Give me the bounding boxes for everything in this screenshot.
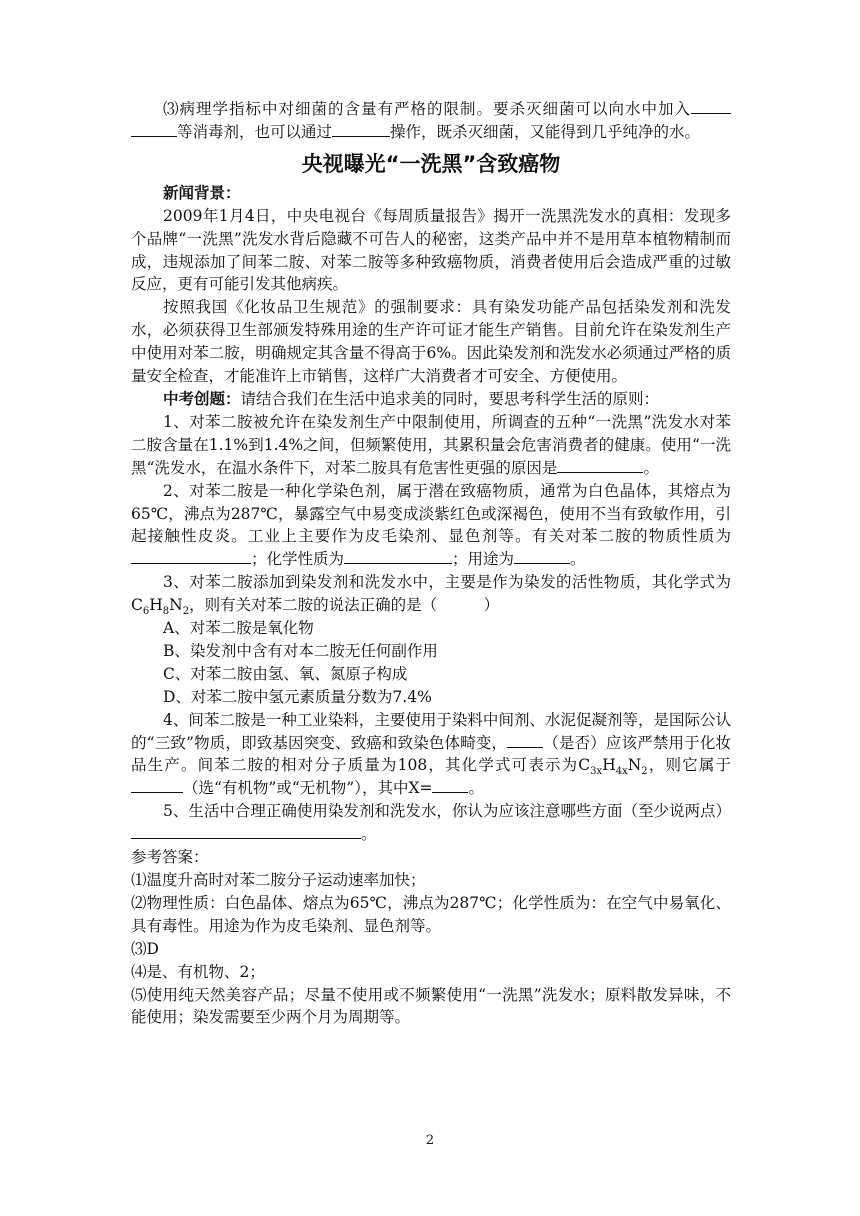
- news-paragraph-1: 2009年1月4日，中央电视台《每周质量报告》揭开一洗黑洗发水的真相：发现多个品牌“一洗黑”洗发水背后隐藏不可告人的秘密，这类产品中并不是用草本植物精制而成，违规添加了间苯二胺、对苯二胺等多种致癌物质，消费者使用后会造成严重的过敏反应，更有可能引发其他病疾。: [131, 206, 731, 294]
- question-text: （是否）应该严禁用于化妆品生产。间苯二胺的相对分子质量为108，其化学式可表示为C: [131, 733, 731, 775]
- answer-blank[interactable]: [691, 99, 731, 114]
- subscript: 6: [142, 606, 150, 618]
- question-text: N: [169, 596, 183, 615]
- subscript: 2: [641, 766, 648, 778]
- answer-blank[interactable]: [131, 778, 183, 793]
- question-text: ；化学性质为: [251, 550, 345, 569]
- page-number: 2: [425, 1133, 435, 1148]
- question-text: 操作，既杀灭细菌，又能得到几乎纯净的: [390, 122, 670, 141]
- question-text: ，则它属于: [647, 756, 731, 775]
- subscript: 3x: [590, 766, 603, 778]
- answer-blank[interactable]: [344, 549, 452, 564]
- question-text: 1、对苯二胺被允许在染发剂生产中限制使用，所调查的五种“一洗黑”洗发水对苯二胺含量在1.1%到1.4%之间，但频繁使用，其累积量会危害消费者的健康。使用“一洗黑“洗发水，在温水条件下，对苯二胺具有危害性更强的原因是: [131, 412, 731, 477]
- question-3: [131, 571, 731, 617]
- question-5: [131, 800, 731, 846]
- subscript: 2: [182, 606, 190, 618]
- question-text: 5、生活中合理正确使用染发剂和洗发水，你认为应该注意哪些方面（至少说两点）: [163, 802, 731, 821]
- question-text: ；用途为: [452, 550, 515, 569]
- question-text: H: [602, 756, 616, 775]
- subscript: 8: [162, 606, 170, 618]
- answer-blank[interactable]: [432, 778, 468, 793]
- zhongkao-intro: [131, 388, 731, 411]
- question-text: 。: [643, 458, 659, 477]
- question-3-disinfect: [131, 98, 731, 144]
- question-1: [131, 411, 731, 480]
- question-text: 3、对苯二胺添加到染发剂和洗发水中，主要是作为染发的活性物质，其化学式为C: [131, 573, 731, 615]
- answer-blank[interactable]: [332, 122, 390, 137]
- option-a: A、对苯二胺是氧化物: [163, 619, 314, 638]
- question-text: 。: [570, 550, 586, 569]
- option-c: C、对苯二胺由氢、氧、氮原子构成: [163, 664, 408, 683]
- question-text: ，则有关对苯二胺的说法正确的是（ ）: [189, 596, 500, 615]
- question-text: ⑶病理学指标中对细菌的含量有严格的限制。要杀灭细菌可以向水中加入: [163, 100, 691, 118]
- question-text: 4、间苯二胺是一种工业染料，主要使用于染料中间剂、水泥促凝剂等，是国际公认的“三致”物质，即致基因突变、致癌和致染色体畸变，: [131, 710, 731, 752]
- question-text: 。: [361, 825, 377, 844]
- question-4: [131, 709, 731, 801]
- answer-blank[interactable]: [514, 549, 570, 564]
- question-text: 等消毒剂，也可以通过: [177, 122, 333, 141]
- answer-blank[interactable]: [557, 458, 643, 473]
- question-text: H: [149, 596, 163, 615]
- answer-1: ⑴温度升高时对苯二胺分子运动速率加快；: [131, 871, 426, 889]
- question-text: （选“有机物”或“无机物”），其中X=: [183, 779, 433, 798]
- option-b: B、染发剂中含有对本二胺无任何副作用: [163, 641, 438, 660]
- answer-blank[interactable]: [131, 549, 251, 564]
- answers-heading: 参考答案：: [131, 848, 209, 867]
- subscript: 4x: [615, 766, 628, 778]
- answer-2: ⑵物理性质：白色晶体、熔点为65℃，沸点为287℃；化学性质为：在空气中易氧化、具有毒性。用途为作为皮毛染剂、显色剂等。: [131, 893, 731, 935]
- question-text: 。: [468, 779, 484, 798]
- news-heading: 新闻背景：: [163, 182, 241, 202]
- zhongkao-intro-text: 请结合我们在生活中追求美的同时，要思考科学生活的原则：: [240, 389, 660, 408]
- answer-5: ⑸使用纯天然美容产品；尽量不使用或不频繁使用“一洗黑”洗发水；原料散发异味，不能使用；染发需要至少两个月为周期等。: [131, 985, 731, 1027]
- document-body: [131, 98, 731, 1029]
- question-text: 水。: [669, 122, 701, 141]
- question-2: [131, 480, 731, 572]
- answer-blank[interactable]: [507, 733, 543, 748]
- answer-blank[interactable]: [131, 122, 177, 137]
- option-d: D、对苯二胺中氢元素质量分数为7.4%: [163, 687, 432, 706]
- news-paragraph-2: 按照我国《化妆品卫生规范》的强制要求：具有染发功能产品包括染发剂和洗发水，必须获得卫生部颁发特殊用途的生产许可证才能生产销售。目前允许在染发剂生产中使用对苯二胺，明确规定其含量不得高于6%。因此染发剂和洗发水必须通过严格的质量安全检查，才能准许上市销售，这样广大消费者才可安全、方便使用。: [131, 298, 731, 386]
- question-text: N: [627, 756, 642, 775]
- article-title: 央视曝光“一洗黑”含致癌物: [301, 151, 561, 176]
- question-text: 2、对苯二胺是一种化学染色剂，属于潜在致癌物质，通常为白色晶体，其熔点为65℃，沸点为287℃，暴露空气中易变成淡紫红色或深褐色，使用不当有致敏作用，引起接触性皮炎。工业上主要作为皮毛染剂、显色剂等。有关对苯二胺的物质性质为: [131, 481, 731, 546]
- answer-4: ⑷是、有机物、2；: [131, 962, 265, 981]
- answer-blank[interactable]: [131, 824, 361, 839]
- zhongkao-heading: 中考创题：: [163, 388, 241, 408]
- answer-3: ⑶D: [131, 939, 159, 958]
